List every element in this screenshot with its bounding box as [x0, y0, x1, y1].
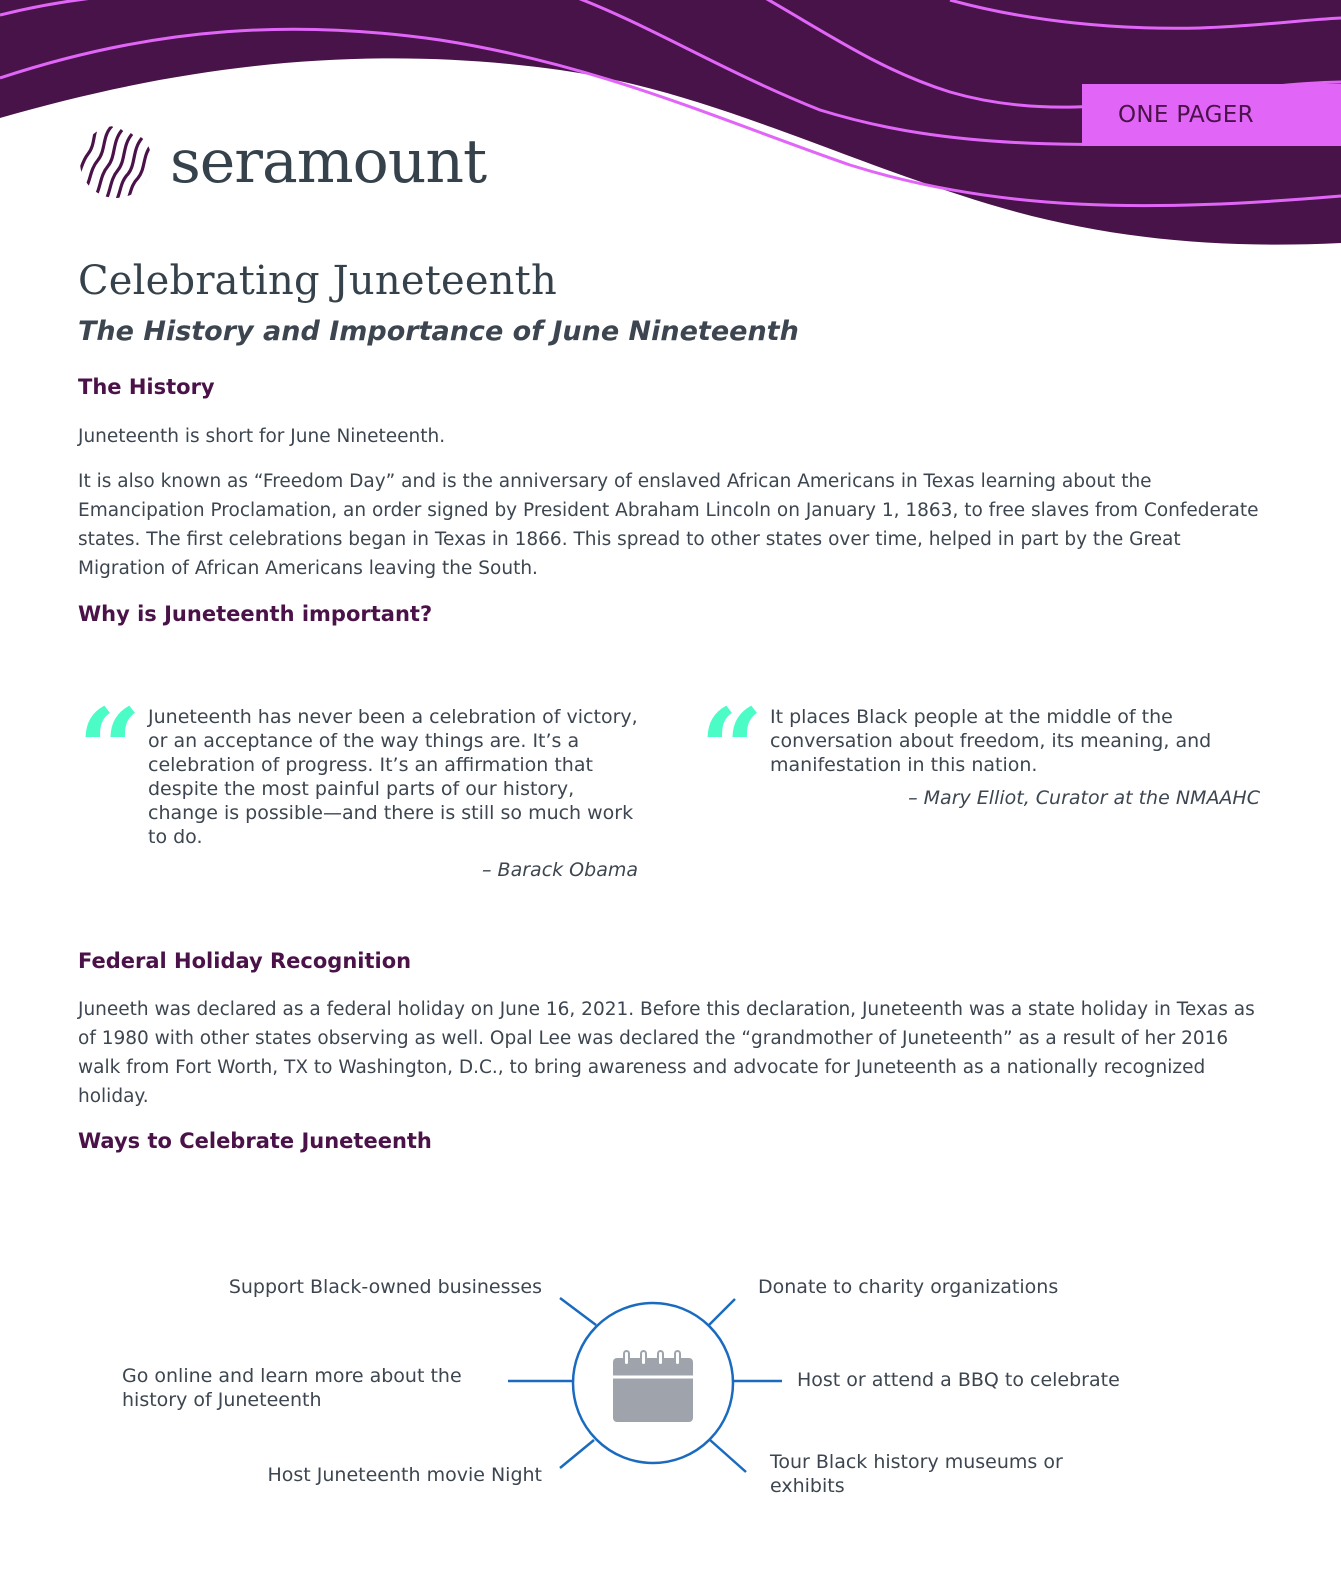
connector-line — [560, 1440, 594, 1468]
quote-obama — [78, 684, 638, 881]
connector-line — [708, 1299, 735, 1326]
way-item: Support Black-owned businesses — [228, 1276, 542, 1298]
seramount-logo — [78, 124, 486, 200]
section-heading-federal: Federal Holiday Recognition — [78, 949, 412, 973]
way-item: Donate to charity organizations — [758, 1276, 1059, 1298]
history-paragraph-2: It is also known as “Freedom Day” and is the anniversary of enslaved African Americans in Texas learning about the Emancipation Proclamation, an order signed by President Abraham Lincoln on January 1, 1863, to free slaves from Confederate states. The first celebrations began in Texas in 1866. This spread to other states over time, helped in part by the Great Migration of African Americans leaving the South. — [78, 471, 1259, 579]
section-heading-importance: Why is Juneteenth important? — [78, 602, 433, 626]
way-item: Tour Black history museums or exhibits — [770, 1451, 1063, 1497]
quote-mark-icon: “ — [700, 684, 764, 813]
calendar-icon — [613, 1351, 693, 1422]
page-subtitle: The History and Importance of June Nineteenth — [78, 316, 799, 347]
quote-attribution: – Barack Obama — [482, 859, 638, 881]
way-item: Go online and learn more about the history of Juneteenth — [122, 1365, 462, 1411]
seramount-logo-icon — [78, 124, 154, 200]
quote-text: Juneteenth has never been a celebration of victory, or an acceptance of the way things are. It’s a celebration of progress. It’s an affirmation that despite the most painful parts of our history, change is possible—and there is still so much work to do. — [148, 706, 638, 848]
quote-text: It places Black people at the middle of the conversation about freedom, its meaning, and manifestation in this nation. — [770, 706, 1212, 776]
page-title: Celebrating Juneteenth — [78, 258, 557, 304]
section-heading-history: The History — [78, 375, 215, 399]
federal-paragraph: Juneeth was declared as a federal holiday on June 16, 2021. Before this declaration, Juneteenth was a state holiday in Texas as of 1980 with other states observing as well. Opal Lee was declared the “grandmother of Juneteenth” as a result of her 2016 walk from Fort Worth, TX to Washington, D.C., to bring awareness and advocate for Juneteenth as a nationally recognized holiday. — [78, 999, 1255, 1107]
brand-name: seramount — [170, 127, 487, 197]
connector-line — [710, 1440, 746, 1472]
quote-mark-icon: “ — [78, 684, 142, 813]
history-paragraph-1: Juneteenth is short for June Nineteenth. — [78, 426, 446, 447]
one-pager-badge: ONE PAGER — [1082, 84, 1341, 146]
section-heading-ways: Ways to Celebrate Juneteenth — [78, 1129, 432, 1153]
connector-line — [560, 1298, 596, 1325]
quote-attribution: – Mary Elliot, Curator at the NMAAHC — [908, 787, 1260, 809]
way-item: Host Juneteenth movie Night — [267, 1464, 542, 1486]
way-item: Host or attend a BBQ to celebrate — [797, 1369, 1120, 1391]
quote-elliot — [700, 684, 1270, 813]
